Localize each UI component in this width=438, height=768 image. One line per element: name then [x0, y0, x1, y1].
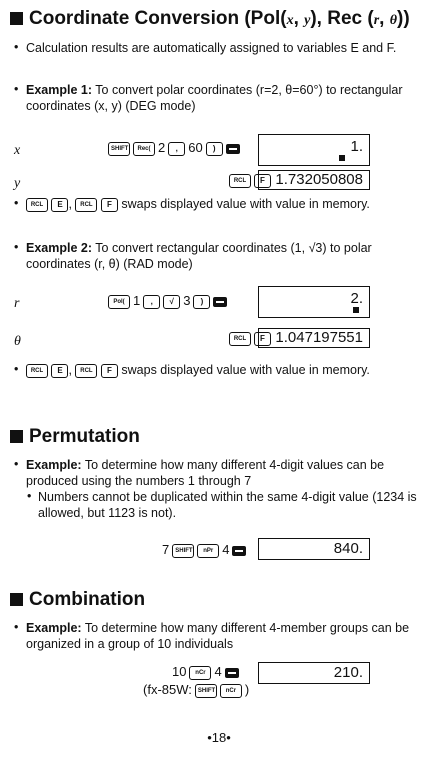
npr-key-icon: nPr [197, 544, 219, 558]
rcl-key-icon: RCL [75, 364, 97, 378]
rcl-key-icon: RCL [26, 198, 48, 212]
row-y-variable: y [14, 176, 21, 191]
rcl-key-icon: RCL [229, 174, 251, 188]
permutation-example-label: Example: [26, 458, 82, 472]
combination-title: Combination [29, 589, 146, 610]
ncr-key-icon: nCr [220, 684, 242, 698]
lcd-value: 1. [350, 138, 363, 155]
pol-key-icon: Pol( [108, 295, 130, 309]
permutation-example [26, 457, 421, 489]
equals-key-icon [232, 546, 246, 556]
lcd-display-combination: 210. [258, 662, 370, 684]
note-variables-ef: Calculation results are automatically assigned to variables E and F. [26, 41, 397, 55]
key-digit: 4 [214, 664, 222, 679]
rparen-key-icon: ) [206, 142, 223, 156]
comma-key-icon: , [168, 142, 185, 156]
shift-key-icon: SHIFT [172, 544, 194, 558]
f-key-icon: F [101, 198, 118, 212]
shift-key-icon: SHIFT [108, 142, 130, 156]
rcl-key-icon: RCL [75, 198, 97, 212]
title-end: )) [397, 8, 410, 29]
combination-example-label: Example: [26, 621, 82, 635]
example1-text [26, 82, 421, 114]
bullet: • [14, 457, 19, 471]
rec-key-icon: Rec( [133, 142, 155, 156]
bullet: • [14, 40, 19, 54]
section-title-combination [10, 589, 145, 611]
lcd-display-theta: 1.047197551 [258, 328, 370, 348]
row-r-keystrokes [108, 293, 230, 309]
cursor-indicator-icon [339, 155, 345, 161]
key-digit: 10 [172, 664, 187, 679]
alt-note-prefix: (fx-85W: [143, 682, 192, 697]
bullet: • [27, 489, 32, 503]
title-theta: θ [389, 13, 398, 28]
permutation-sub-note: Numbers cannot be duplicated within the same 4-digit value (1234 is allowed, but 1123 is not). [38, 490, 417, 520]
f-key-icon: F [101, 364, 118, 378]
row-theta-variable: θ [14, 334, 21, 349]
section-square-icon [10, 593, 23, 606]
section-title-coordinate-conversion [10, 8, 410, 30]
lcd-display-y: 1.732050808 [258, 170, 370, 190]
title-mid: ), Rec ( [310, 8, 374, 29]
bullet: • [14, 362, 19, 376]
rparen-key-icon: ) [193, 295, 210, 309]
equals-key-icon [226, 144, 240, 154]
bullet: • [14, 82, 19, 96]
equals-key-icon [225, 668, 239, 678]
title-comma-2: , [379, 8, 390, 29]
rcl-key-icon: RCL [229, 332, 251, 346]
example1-description: To convert polar coordinates (r=2, θ=60°) to rectangular coordinates (x, y) (DEG mode) [26, 83, 403, 113]
permutation-title: Permutation [29, 426, 140, 447]
title-r: r [373, 13, 380, 28]
e-key-icon: E [51, 364, 68, 378]
permutation-keystrokes [162, 542, 249, 558]
lcd-value: 2. [350, 290, 363, 307]
bullet: • [14, 196, 19, 210]
equals-key-icon [213, 297, 227, 307]
title-y: y [304, 13, 311, 28]
title-prefix: Coordinate Conversion (Pol( [29, 8, 287, 29]
key-digit: 60 [188, 140, 203, 155]
section-title-permutation [10, 426, 140, 448]
example2-text [26, 240, 421, 272]
example2-description: To convert rectangular coordinates (1, √3) to polar coordinates (r, θ) (RAD mode) [26, 241, 372, 271]
swap-note-2: RCL E , RCL F swaps displayed value with value in memory. [26, 362, 421, 378]
combination-example [26, 620, 421, 652]
comma-key-icon: , [143, 295, 160, 309]
combination-alt-note [143, 682, 252, 698]
row-r-variable: r [14, 296, 20, 311]
lcd-display-r [258, 286, 370, 318]
section-square-icon [10, 12, 23, 25]
title-comma: , [293, 8, 305, 29]
sqrt-key-icon: √ [163, 295, 180, 309]
key-digit: 7 [162, 542, 170, 557]
key-digit: 2 [158, 140, 166, 155]
f-key-icon: F [254, 174, 271, 188]
bullet: • [14, 620, 19, 634]
swap-text: swaps displayed value with value in memory. [121, 197, 370, 211]
key-digit: 3 [183, 293, 191, 308]
example2-label: Example 2: [26, 241, 93, 255]
cursor-indicator-icon [353, 307, 359, 313]
page-number: •18• [207, 730, 231, 745]
row-x-keystrokes [108, 140, 243, 156]
key-digit: 4 [222, 542, 230, 557]
ncr-key-icon: nCr [189, 666, 211, 680]
swap-note-1: RCL E , RCL F swaps displayed value with value in memory. [26, 196, 421, 212]
f-key-icon: F [254, 332, 271, 346]
key-digit: 1 [133, 293, 141, 308]
permutation-example-text: To determine how many different 4-digit values can be produced using the numbers 1 through 7 [26, 458, 385, 488]
alt-note-suffix: ) [244, 682, 250, 697]
section-square-icon [10, 430, 23, 443]
combination-example-text: To determine how many different 4-member groups can be organized in a group of 10 individuals [26, 621, 410, 651]
bullet: • [14, 240, 19, 254]
lcd-display-x [258, 134, 370, 166]
example1-label: Example 1: [26, 83, 93, 97]
swap-text: swaps displayed value with value in memory. [121, 363, 370, 377]
lcd-display-permutation: 840. [258, 538, 370, 560]
combination-keystrokes [172, 664, 242, 680]
title-x: x [286, 13, 294, 28]
e-key-icon: E [51, 198, 68, 212]
rcl-key-icon: RCL [26, 364, 48, 378]
row-x-variable: x [14, 143, 21, 158]
shift-key-icon: SHIFT [195, 684, 217, 698]
